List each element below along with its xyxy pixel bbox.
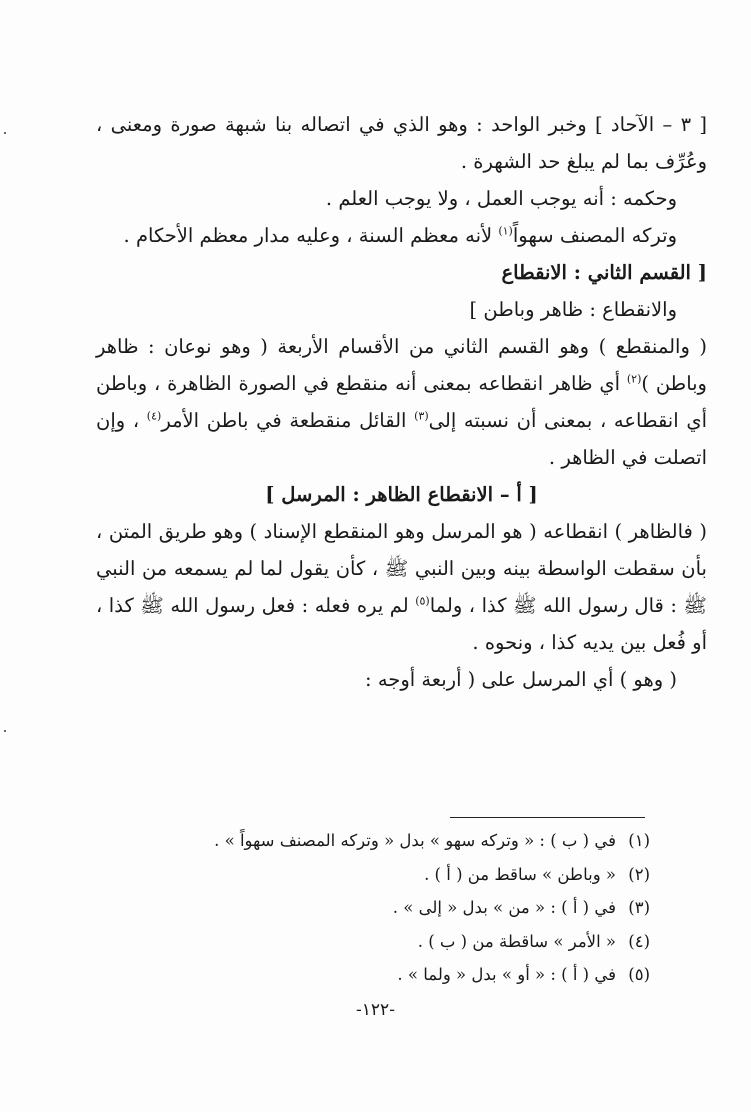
paragraph-ahad: [ ٣ – الآحاد ] وخبر الواحد : وهو الذي في اتصاله بنا شبهة صورة ومعنى ، وعُرِّف بما لم يبلغ حد الشهرة . [96,113,708,173]
footnotes [150,824,650,992]
footnote-text: في ( أ ) : « أو » بدل « ولما » . [397,965,616,984]
footnote-ref: (٤) [146,409,162,423]
footnote-item [150,824,650,858]
text-segment: ( والمنقطع ) وهو القسم الثاني من الأقسام الأربعة ( وهو نوعان : ظاهر وباطن ) [96,335,707,395]
section-heading: [ القسم الثاني : الانقطاع [501,261,707,284]
page-number: -١٢٢- [356,1000,395,1020]
footnote-number: (٣) [628,898,650,917]
footnote-number: (٢) [628,864,650,884]
subsection-heading: [ أ – الانقطاع الظاهر : المرسل ] [265,483,538,506]
paragraph-division: والانقطاع : ظاهر وباطن ] [469,298,677,321]
footnote-ref: (١) [498,224,513,238]
footnote-text: « وباطن » ساقط من ( أ ) . [424,864,616,884]
footnote-number: (٥) [628,965,650,984]
text-segment: القائل منقطعة في باطن الأمر [161,409,415,432]
footnote-divider [450,817,645,818]
text-segment: ( فالظاهر ) انقطاعه ( هو المرسل وهو المنقطع الإسناد ) وهو طريق المتن ، بأن سقطت الواسطة بينه وبين النبي ﷺ ، كأن يقول لما لم يسمعه من النبي ﷺ : قال رسول الله ﷺ كذا ، ولما [96,520,707,617]
footnote-text: في ( أ ) : « من » بدل « إلى » . [392,898,616,917]
paragraph-omission [96,217,707,254]
footnote-number: (١) [628,831,650,850]
footnote-ref: (٥) [415,594,430,608]
footnote-number: (٤) [628,931,650,951]
footnote-ref: (٢) [626,372,642,386]
text-segment: وتركه المصنف سهواً [512,224,677,247]
footnote-item [150,925,650,959]
text-segment: لم يره فعله : فعل رسول الله ﷺ كذا ، أو فُعل بين يديه كذا ، ونحوه . [96,594,707,654]
paragraph-mursal [96,513,707,661]
text-segment: أي ظاهر انقطاعه بمعنى أنه منقطع في الصورة الظاهرة ، وباطن أي انقطاعه ، بمعنى أن نسبته إلى [96,372,707,432]
scan-mark [4,132,6,134]
footnote-item [150,958,650,992]
text-segment: لأنه معظم السنة ، وعليه مدار معظم الأحكام . [123,224,499,247]
paragraph-four-aspects: ( وهو ) أي المرسل على ( أربعة أوجه : [365,668,677,691]
footnote-text: في ( ب ) : « وتركه سهو » بدل « وتركه المصنف سهواً » . [214,831,616,850]
text-segment: ، وإن اتصلت في الظاهر . [96,409,707,469]
main-text [96,106,707,698]
scan-mark [4,730,6,732]
footnote-item [150,858,650,892]
footnote-item [150,891,650,925]
paragraph-munqati [96,328,707,476]
footnote-text: « الأمر » ساقطة من ( ب ) . [417,931,616,951]
footnote-ref: (٣) [414,409,429,423]
paragraph-ruling: وحكمه : أنه يوجب العمل ، ولا يوجب العلم . [325,187,677,210]
